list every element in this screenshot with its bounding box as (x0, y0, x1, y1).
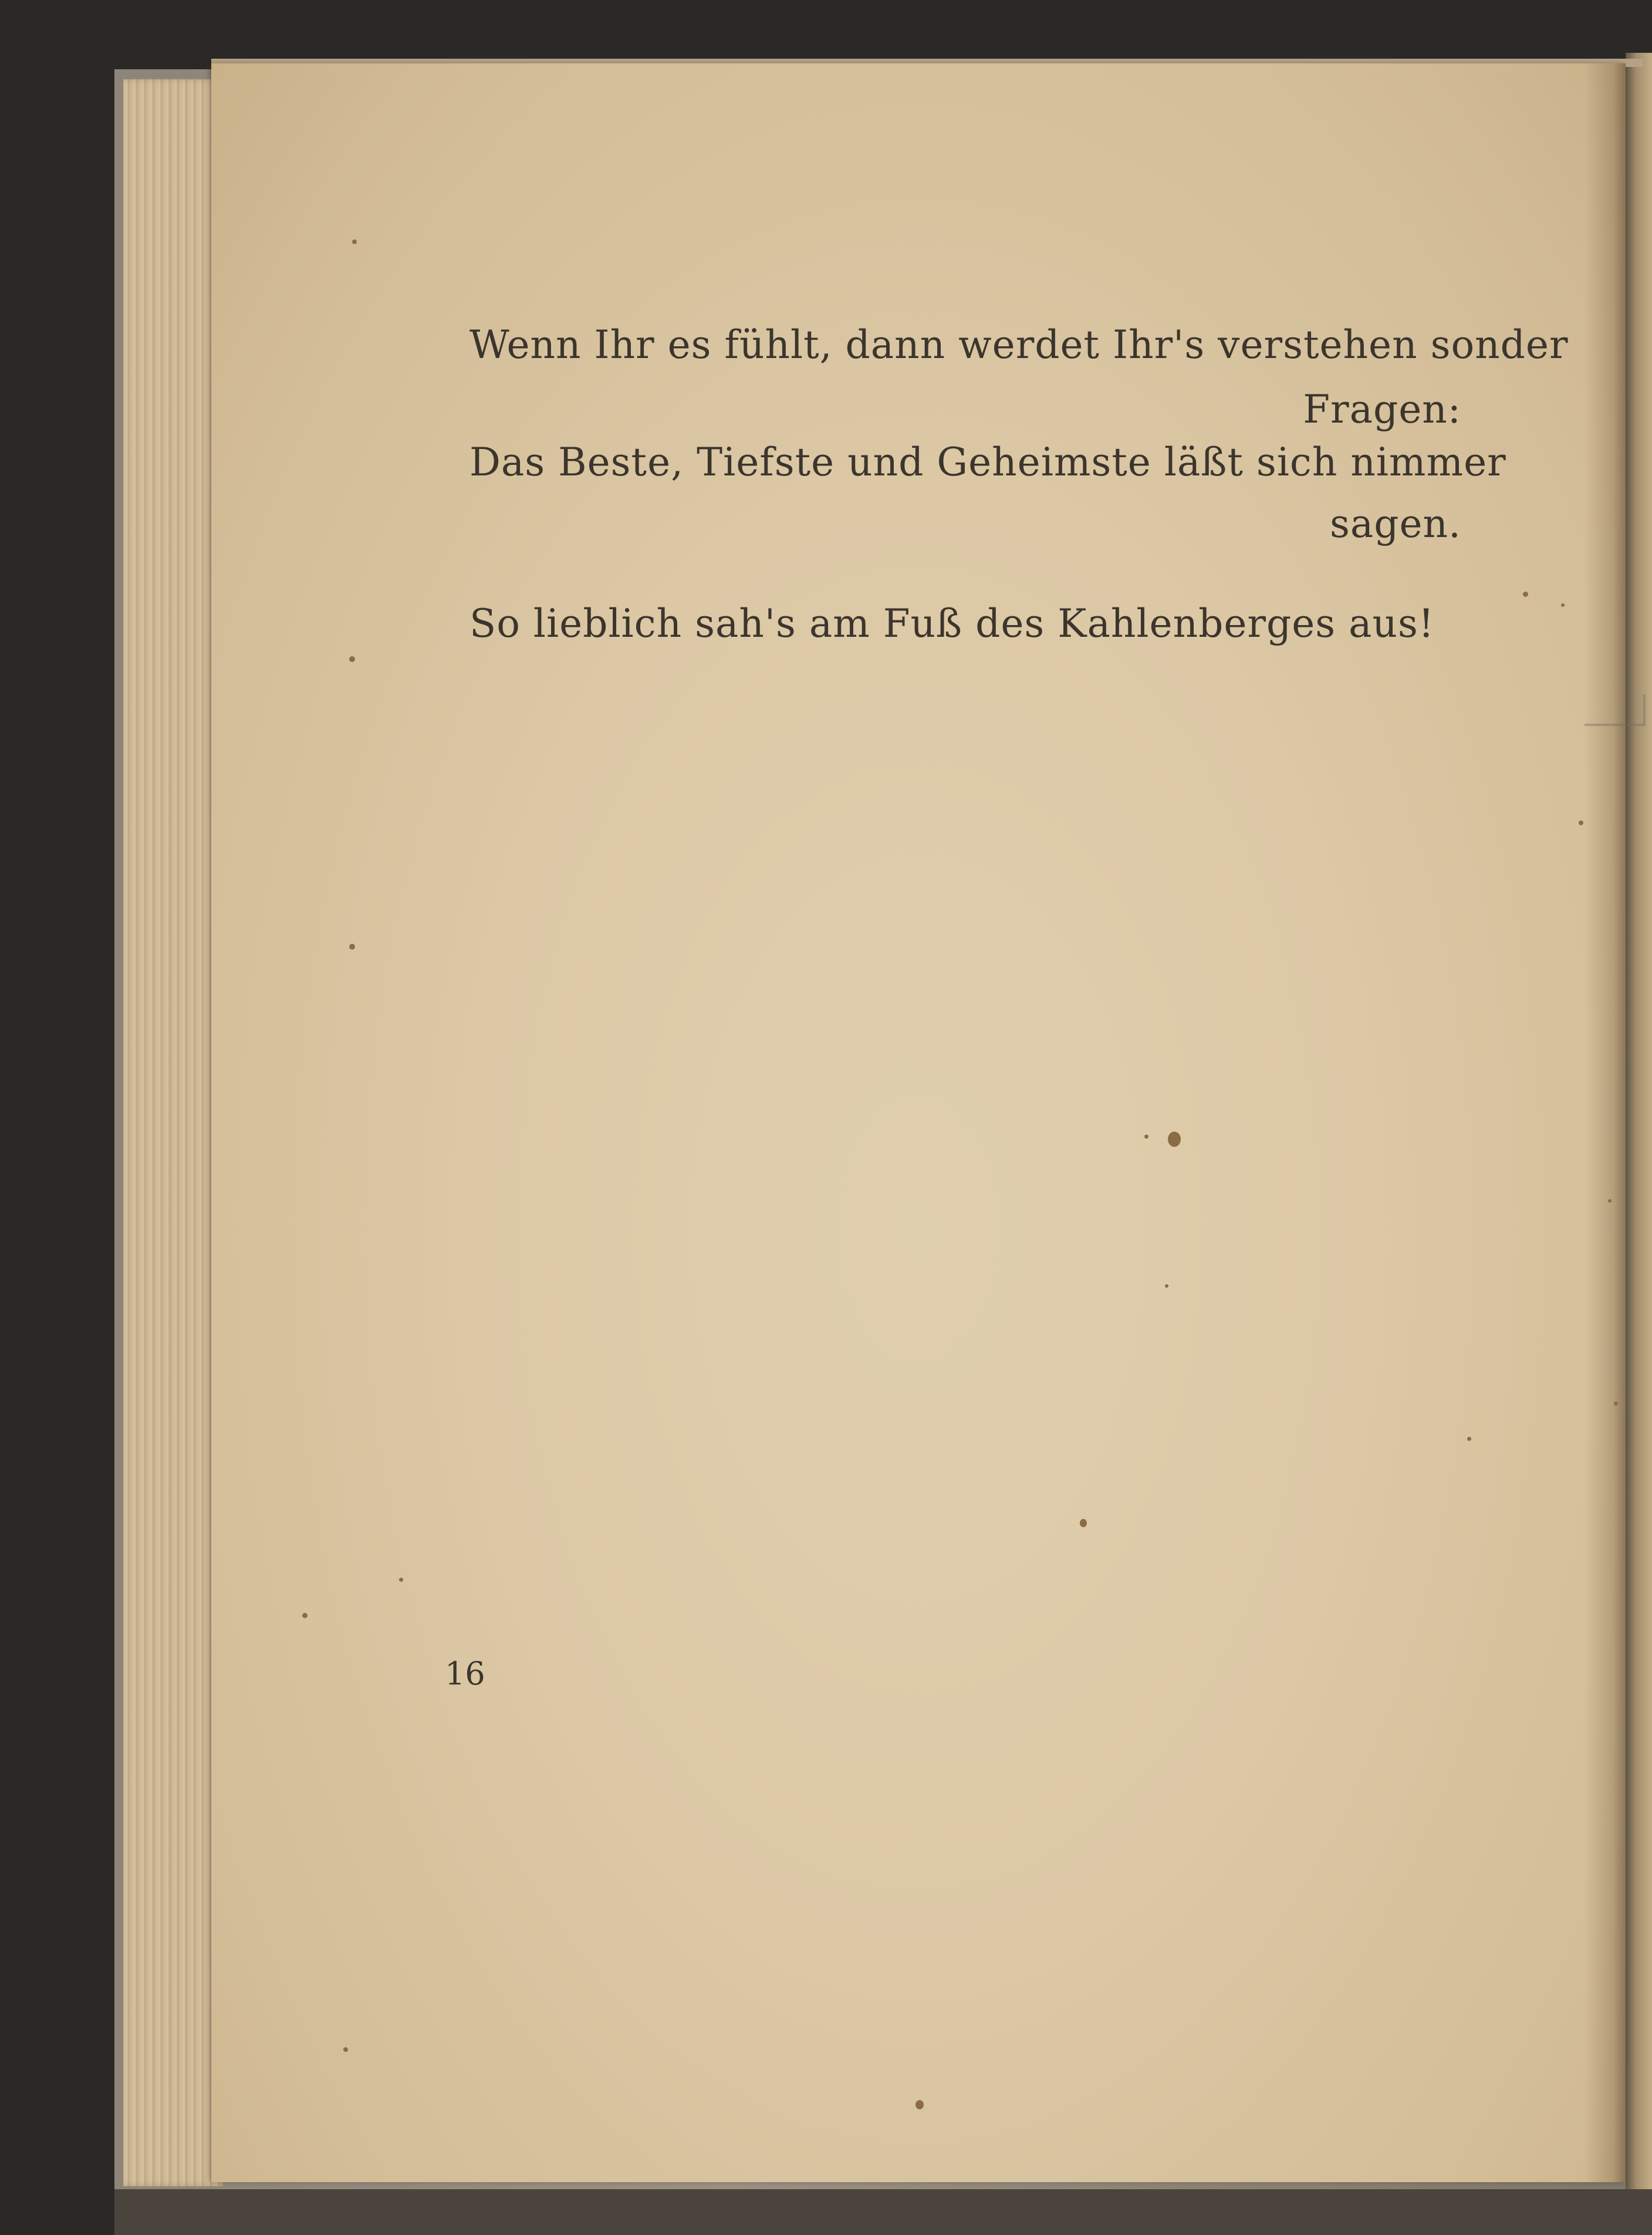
paper-speck (399, 1578, 403, 1582)
paper-speck (1614, 1402, 1618, 1406)
paper-speck (1165, 1284, 1168, 1288)
verse-line-4: sagen. (1329, 501, 1461, 546)
pencil-mark (1585, 694, 1646, 726)
page-number: 16 (445, 1655, 485, 1692)
verse-line-1: Wenn Ihr es fühlt, dann werdet Ihr's verstehen sonder (469, 322, 1569, 367)
paper-speck (349, 944, 355, 950)
paper-speck (352, 239, 357, 244)
paper-speck (915, 2100, 924, 2109)
paper-speck (349, 656, 355, 662)
paper-speck (1080, 1519, 1087, 1527)
paper-speck (1579, 821, 1583, 825)
paper-speck (1561, 603, 1565, 607)
verse-line-5: So lieblich sah's am Fuß des Kahlenberges aus! (469, 601, 1435, 646)
paper-speck (1144, 1135, 1148, 1139)
book-cover-bottom-edge (114, 2189, 1652, 2235)
page-gutter-shadow (1585, 63, 1626, 2182)
paper-speck (343, 2047, 348, 2052)
paper-speck (1467, 1437, 1471, 1441)
paper-speck (1523, 592, 1528, 597)
paper-speck (1608, 1199, 1612, 1203)
verse-line-3: Das Beste, Tiefste und Geheimste läßt sich nimmer (469, 440, 1506, 485)
verse-line-2: Fragen: (1303, 387, 1461, 432)
facing-page-edge (1626, 53, 1652, 2189)
page-stack-edges (123, 79, 223, 2186)
paper-speck (1168, 1132, 1181, 1147)
paper-speck (302, 1613, 308, 1618)
book-page (211, 63, 1626, 2182)
